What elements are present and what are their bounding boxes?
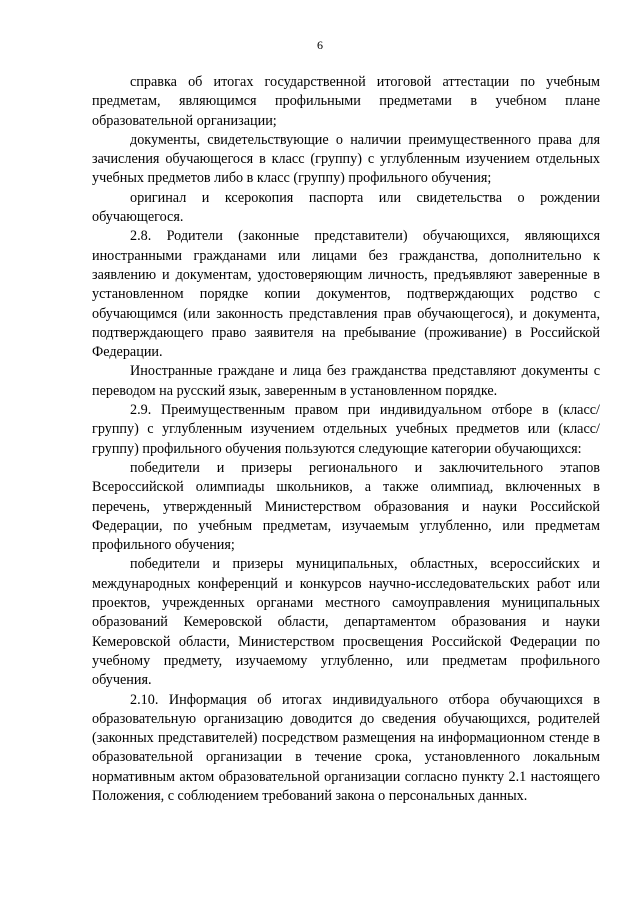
page-number: 6 — [317, 38, 323, 52]
document-body — [92, 73, 600, 806]
paragraph-priority-documents: документы, свидетельствующие о наличии преимущественного права для зачисления обучающегося в класс (группу) с углубленным изучением отдельных учебных предметов либо в класс (группу) профильного обучения; — [92, 131, 600, 187]
paragraph-section-2-10: 2.10. Информация об итогах индивидуального отбора обучающихся в образовательную организацию доводится до сведения обучающихся, родителей (законных представителей) посредством размещения на информационном стенде в образовательной организации в течение срока, установленного локальным нормативным актом образовательной организации согласно пункту 2.1 настоящего Положения, с соблюдением требований закона о персональных данных. — [92, 691, 600, 804]
paragraph-certificate-results: справка об итогах государственной итоговой аттестации по учебным предметам, являющимся профильными предметами в учебном плане образовательной организации; — [92, 74, 600, 129]
paragraph-conference-winners: победители и призеры муниципальных, областных, всероссийских и международных конференций и конкурсов научно-исследовательских работ или проектов, учрежденных органами местного самоуправления муниципальных образований Кемеровской области, департаментом образования и науки Кемеровской области, Министерством просвещения Российской Федерации по учебному предмету, изучаемому углубленно, или предметам профильного обучения. — [92, 556, 600, 689]
paragraph-foreign-citizens: Иностранные граждане и лица без гражданства представляют документы с переводом на русский язык, заверенным в установленном порядке. — [92, 363, 600, 399]
paragraph-section-2-9: 2.9. Преимущественным правом при индивидуальном отборе в (класс/группу) с углубленным изучением отдельных учебных предметов или (класс/группу) профильного обучения пользуются следующие категории обучающихся: — [92, 402, 600, 457]
paragraph-section-2-8: 2.8. Родители (законные представители) обучающихся, являющихся иностранными гражданами или лицами без гражданства, дополнительно к заявлению и документам, удостоверяющим личность, предъявляют заверенные в установленном порядке копии документов, подтверждающих родство с обучающимся (или законность представления прав обучающегося), и документа, подтверждающего право заявителя на пребывание (проживание) в Российской Федерации. — [92, 228, 600, 361]
paragraph-passport-copy: оригинал и ксерокопия паспорта или свидетельства о рождении обучающегося. — [92, 189, 600, 226]
paragraph-olympiad-winners: победители и призеры регионального и заключительного этапов Всероссийской олимпиады школьников, а также олимпиад, включенных в перечень, утвержденный Министерством образования и науки Российской Федерации, по учебным предметам, изучаемым углубленно, или предметам профильного обучения; — [92, 459, 600, 554]
